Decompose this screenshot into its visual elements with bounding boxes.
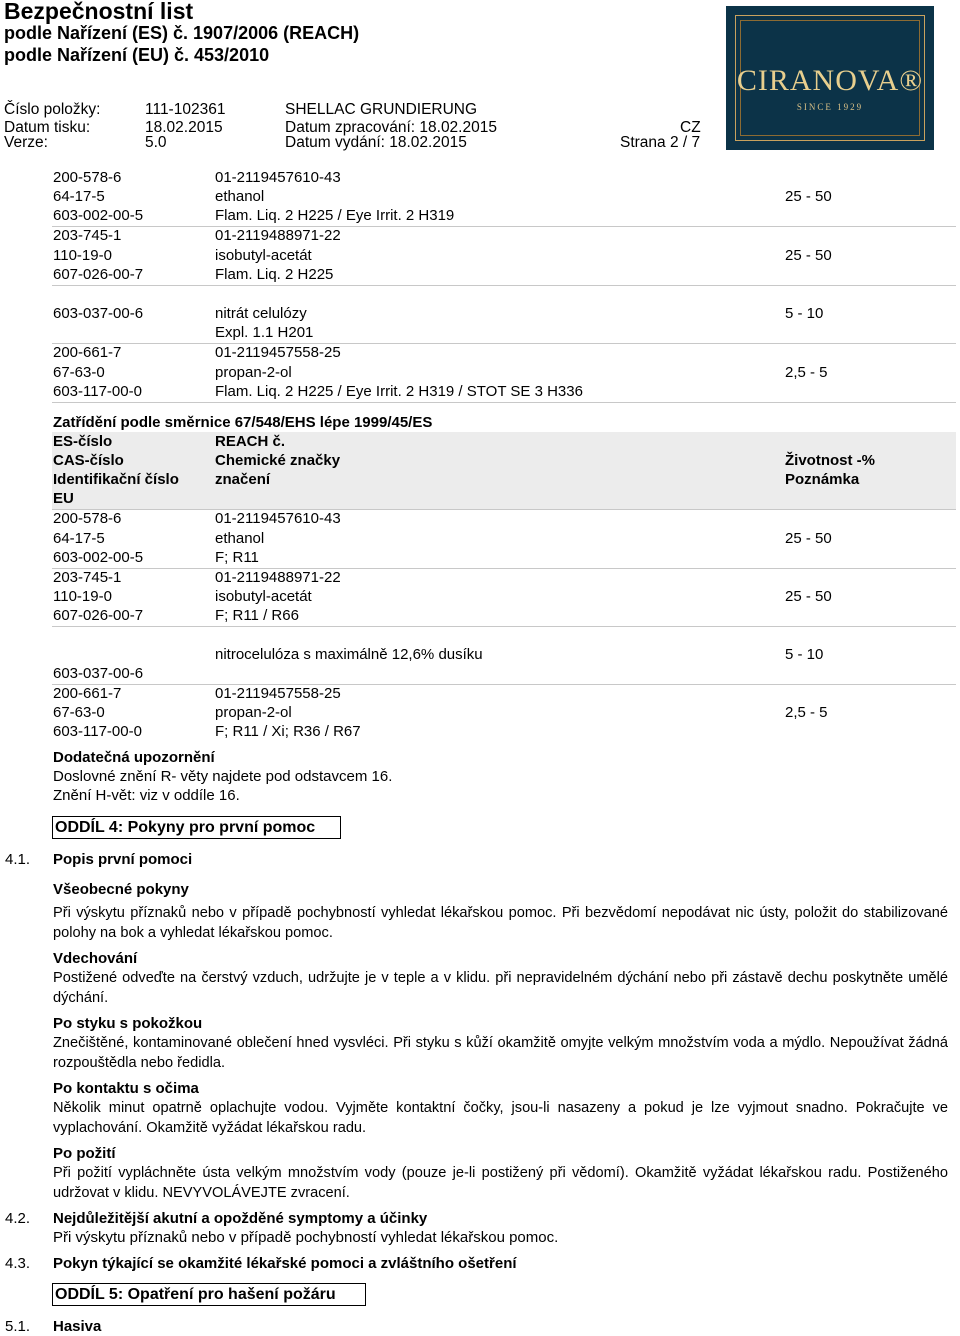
version: 5.0 — [145, 134, 167, 151]
print-date-label: Datum tisku: — [4, 119, 91, 136]
general-instructions-title: Všeobecné pokyny — [53, 881, 189, 898]
index-number: 603-037-00-6 — [53, 305, 144, 322]
item-number-label: Číslo položky: — [4, 101, 101, 118]
subsection-title: Popis první pomoci — [53, 851, 193, 868]
product-name: SHELLAC GRUNDIERUNG — [285, 101, 478, 118]
section-4-heading — [52, 816, 341, 839]
concentration: 25 - 50 — [785, 588, 832, 605]
regulation-2: podle Nařízení (EU) č. 453/2010 — [4, 45, 270, 65]
ec-number: 200-578-6 — [53, 169, 122, 186]
reach-number: 01-2119488971-22 — [215, 227, 341, 244]
logo-since: SINCE 1929 — [796, 102, 864, 112]
header-ec: ES-číslo — [53, 433, 113, 450]
concentration: 2,5 - 5 — [785, 364, 828, 381]
subsection-number: 4.2. — [5, 1210, 31, 1227]
concentration: 25 - 50 — [785, 530, 832, 547]
company-logo — [726, 6, 934, 150]
ec-number: 200-661-7 — [53, 344, 122, 361]
concentration: 5 - 10 — [785, 305, 824, 322]
substance-name: nitrát celulózy — [215, 305, 307, 322]
skin-contact-text: Znečištěné, kontaminované oblečení hned vysvléci. Při styku s kůží okamžitě omyjte velkým množstvím voda a mýdlo. Nepoužívat žádná rozpouštědla nebo ředidla. — [53, 1035, 948, 1071]
header-note: Poznámka — [785, 471, 860, 488]
concentration: 5 - 10 — [785, 646, 824, 663]
item-number: 111-102361 — [145, 101, 226, 118]
general-instructions-text: Při výskytu příznaků nebo v případě pochybností vyhledat lékařskou pomoc. Při bezvědomí nepodávat nic ústy, položit do stabilizované polohy na bok a vyhledat lékařskou pomoc. — [53, 905, 948, 941]
issue-date: Datum vydání: 18.02.2015 — [285, 134, 467, 151]
concentration: 25 - 50 — [785, 188, 832, 205]
substance-name: propan-2-ol — [215, 704, 292, 721]
substance-name: ethanol — [215, 188, 265, 205]
subsection-number: 4.1. — [5, 851, 31, 868]
classification: Flam. Liq. 2 H225 / Eye Irrit. 2 H319 / STOT SE 3 H336 — [215, 383, 583, 400]
eye-contact-title: Po kontaktu s očima — [53, 1080, 199, 1097]
cas-number: 110-19-0 — [53, 588, 112, 605]
substance-name: ethanol — [215, 530, 265, 547]
symptoms-text: Při výskytu příznaků nebo v případě pochybností vyhledat lékařskou pomoc. — [53, 1229, 559, 1246]
additional-notes-line: Znění H-vět: viz v oddíle 16. — [53, 787, 240, 804]
page-number: Strana 2 / 7 — [620, 134, 701, 151]
revision-date: Datum zpracování: 18.02.2015 — [285, 119, 497, 136]
version-label: Verze: — [4, 134, 48, 151]
hazard-symbols: F; R11 / Xi; R36 / R67 — [215, 723, 361, 740]
substance-name: isobutyl-acetát — [215, 247, 312, 264]
reach-number: 01-2119457558-25 — [215, 344, 341, 361]
inhalation-text: Postižené odveďte na čerstvý vzduch, udržujte je v teple a v klidu. při nepravidelném dýchání nebo při zástavě dechu poskytněte umělé dýchání. — [53, 970, 948, 1006]
document-title: Bezpečnostní list — [4, 0, 194, 24]
header-marking: značení — [215, 471, 271, 488]
index-number: 603-117-00-0 — [53, 383, 142, 400]
hazard-symbols: F; R11 / R66 — [215, 607, 299, 624]
cas-number: 67-63-0 — [53, 704, 105, 721]
ec-number: 200-661-7 — [53, 685, 122, 702]
hazard-symbols: F; R11 — [215, 549, 259, 566]
dsd-classification-title: Zatřídění podle směrnice 67/548/EHS lépe 1999/45/ES — [53, 414, 433, 431]
country-code: CZ — [680, 119, 701, 136]
header-cas: CAS-číslo — [53, 452, 124, 469]
ec-number: 203-745-1 — [53, 227, 122, 244]
ec-number: 200-578-6 — [53, 510, 122, 527]
ec-number: 203-745-1 — [53, 569, 122, 586]
reach-number: 01-2119457558-25 — [215, 685, 341, 702]
classification: Expl. 1.1 H201 — [215, 324, 314, 341]
cas-number: 64-17-5 — [53, 530, 105, 547]
index-number: 603-002-00-5 — [53, 549, 144, 566]
classification: Flam. Liq. 2 H225 — [215, 266, 334, 283]
regulation-1: podle Nařízení (ES) č. 1907/2006 (REACH) — [4, 23, 360, 43]
subsection-title: Hasiva — [53, 1318, 102, 1335]
section-4-title: ODDÍL 4: Pokyny pro první pomoc — [55, 819, 316, 836]
header-reach: REACH č. — [215, 433, 286, 450]
substance-name: isobutyl-acetát — [215, 588, 312, 605]
index-number: 603-002-00-5 — [53, 207, 144, 224]
logo-wordmark: CIRANOVA® — [736, 64, 924, 97]
ingestion-text: Při požití vypláchněte ústa velkým množstvím vody (pouze je-li postižený při vědomí). Okamžitě vyžádat lékařskou radu. Postiženého udržovat v klidu. NEVYVOLÁVEJTE zvracení. — [53, 1165, 948, 1201]
reach-number: 01-2119457610-43 — [215, 169, 341, 186]
header-life: Životnost -% — [785, 452, 875, 469]
eye-contact-text: Několik minut opatrně oplachujte vodou. Vyjměte kontaktní čočky, jsou-li nasazeny a pokud je lze vyjmout snadno. Pokračujte ve vyplachování. Okamžitě vyžádat lékařskou radu. — [53, 1100, 948, 1136]
cas-number: 67-63-0 — [53, 364, 105, 381]
cas-number: 110-19-0 — [53, 247, 112, 264]
skin-contact-title: Po styku s pokožkou — [53, 1015, 203, 1032]
reach-number: 01-2119488971-22 — [215, 569, 341, 586]
header-index: Identifikační číslo — [53, 471, 179, 488]
cas-number: 64-17-5 — [53, 188, 105, 205]
classification: Flam. Liq. 2 H225 / Eye Irrit. 2 H319 — [215, 207, 455, 224]
subsection-number: 5.1. — [5, 1318, 31, 1335]
subsection-title: Nejdůležitější akutní a opožděné symptomy a účinky — [53, 1210, 428, 1227]
additional-notes-line: Doslovné znění R- věty najdete pod odstavcem 16. — [53, 768, 393, 785]
index-number: 607-026-00-7 — [53, 266, 144, 283]
index-number: 603-117-00-0 — [53, 723, 142, 740]
print-date: 18.02.2015 — [145, 119, 223, 136]
section-5-title: ODDÍL 5: Opatření pro hašení požáru — [55, 1286, 336, 1303]
header-index-eu: EU — [53, 490, 74, 507]
index-number: 603-037-00-6 — [53, 665, 144, 682]
subsection-number: 4.3. — [5, 1255, 31, 1272]
concentration: 2,5 - 5 — [785, 704, 828, 721]
reach-number: 01-2119457610-43 — [215, 510, 341, 527]
substance-name: nitrocelulóza s maximálně 12,6% dusíku — [215, 646, 483, 663]
section-5-heading — [52, 1283, 366, 1306]
substance-name: propan-2-ol — [215, 364, 292, 381]
inhalation-title: Vdechování — [53, 950, 138, 967]
ingestion-title: Po požití — [53, 1145, 116, 1162]
concentration: 25 - 50 — [785, 247, 832, 264]
subsection-title: Pokyn týkající se okamžité lékařské pomoci a zvláštního ošetření — [53, 1255, 517, 1272]
additional-notes-title: Dodatečná upozornění — [53, 749, 215, 766]
header-symbols: Chemické značky — [215, 452, 341, 469]
index-number: 607-026-00-7 — [53, 607, 144, 624]
